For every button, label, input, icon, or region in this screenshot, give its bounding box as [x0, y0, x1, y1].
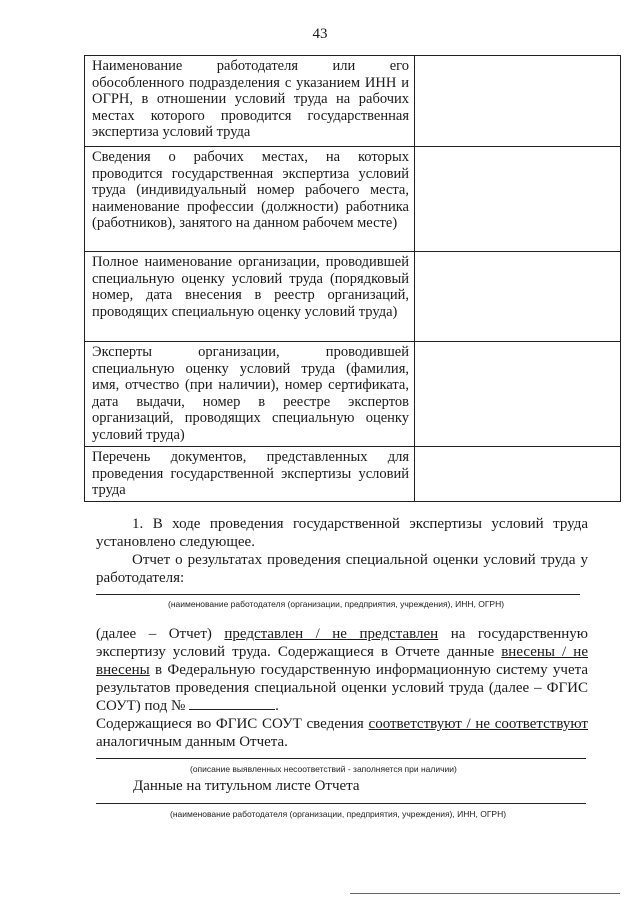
report-status-block — [96, 625, 588, 751]
row-value-employer[interactable] — [415, 56, 621, 147]
row-label-employer: Наименование работодателя или его обособленного подразделения с указанием ИНН и ОГРН, в отношении условий труда на рабочих местах которого проводится государственная экспертиза условий труда — [85, 56, 415, 147]
table-row — [85, 147, 621, 252]
report-status-text-a: (далее – Отчет) — [96, 626, 225, 642]
employer-name-line[interactable] — [96, 594, 580, 595]
mismatch-description-line[interactable] — [96, 758, 586, 759]
bottom-edge-line — [350, 893, 620, 894]
page-number: 43 — [312, 26, 328, 42]
row-label-workplaces: Сведения о рабочих местах, на которых проводится государственная экспертиза условий труда (индивидуальный номер рабочего места, наименование профессии (должности) работника (работников), занятого на данном рабочем месте) — [85, 147, 415, 252]
match-option[interactable]: соответствуют / не соответствуют — [368, 716, 588, 732]
fgis-match-text-b: аналогичным данным Отчета. — [96, 734, 288, 750]
title-page-employer-caption: (наименование работодателя (организации, предприятия, учреждения), ИНН, ОГРН) — [170, 809, 507, 819]
report-status-text-b: на государственную экспертизу условий труда. Содержащиеся в Отчете данные — [96, 626, 588, 660]
employer-name-caption: (наименование работодателя (организации, предприятия, учреждения), ИНН, ОГРН) — [168, 599, 505, 609]
registry-number-blank[interactable] — [189, 697, 275, 710]
table-row — [85, 252, 621, 342]
fgis-match-text-a: Содержащиеся во ФГИС СОУТ сведения — [96, 716, 369, 732]
mismatch-description-caption: (описание выявленных несоответствий - заполняется при наличии) — [190, 764, 457, 774]
row-label-organization: Полное наименование организации, проводившей специальную оценку условий труда (порядковый номер, дата внесения в реестр организаций, проводящих специальную оценку условий труда) — [85, 252, 415, 342]
row-label-experts: Эксперты организации, проводившей специальную оценку условий труда (фамилия, имя, отчество (при наличии), номер сертификата, дата выдачи, номер в реестре экспертов организаций, проводящих специальную оценку условий труда) — [85, 342, 415, 447]
table-row — [85, 447, 621, 502]
fgis-match-paragraph — [96, 715, 588, 751]
entered-option[interactable]: внесены / не внесены — [96, 644, 588, 678]
title-page-heading: Данные на титульном листе Отчета — [133, 778, 360, 794]
row-value-workplaces[interactable] — [415, 147, 621, 252]
report-status-end: . — [275, 698, 279, 714]
table-row — [85, 342, 621, 447]
findings-intro — [96, 515, 588, 587]
row-label-documents: Перечень документов, представленных для проведения государственной экспертизы условий труда — [85, 447, 415, 502]
row-value-organization[interactable] — [415, 252, 621, 342]
title-page-employer-line[interactable] — [96, 803, 586, 804]
report-status-paragraph — [96, 625, 588, 715]
row-value-documents[interactable] — [415, 447, 621, 502]
report-status-text-c: в Федеральную государственную информационную систему учета результатов проведения специальной оценки условий труда (далее – ФГИС СОУТ) под № — [96, 662, 588, 714]
row-value-experts[interactable] — [415, 342, 621, 447]
finding-paragraph-2: Отчет о результатах проведения специальной оценки условий труда у работодателя: — [96, 552, 588, 586]
table-row — [85, 56, 621, 147]
examination-info-table — [84, 55, 621, 502]
presented-option[interactable]: представлен / не представлен — [224, 626, 439, 642]
finding-paragraph-1: 1. В ходе проведения государственной экспертизы условий труда установлено следующее. — [96, 516, 588, 550]
